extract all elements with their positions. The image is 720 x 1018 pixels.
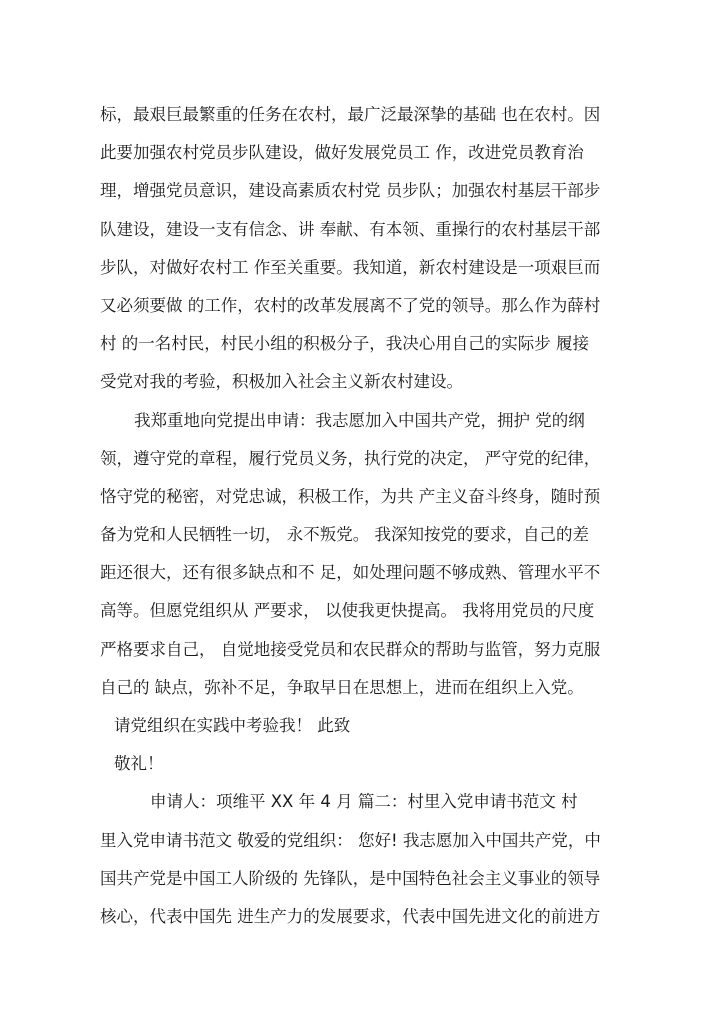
text-line: 严格要求自己， 自觉地接受党员和农民群众的帮助与监管，努力克服 xyxy=(100,639,601,659)
text-line: 步队，对做好农村工 作至关重要。我知道，新农村建设是一项艰巨而 xyxy=(100,257,601,277)
text-line: 高等。但愿党组织从 严要求， 以使我更快提高。 我将用党员的尺度 xyxy=(100,601,595,621)
salutation-line: 敬礼！ xyxy=(114,754,164,774)
text-line: 理，增强党员意识，建设高素质农村党 员步队；加强农村基层干部步 xyxy=(100,181,601,201)
text-line: 备为党和人民牺牲一切， 永不叛党。 我深知按党的要求，自己的差 xyxy=(100,525,589,545)
body-text xyxy=(100,96,620,936)
text-line: 自己的 缺点，弥补不足，争取早日在思想上，进而在组织上入党。 xyxy=(100,677,584,697)
text-line: 国共产党是中国工人阶级的 先锋队，是中国特色社会主义事业的领导 xyxy=(100,868,601,888)
text-line: 村 的一名村民，村民小组的积极分子，我决心用自己的实际步 履接 xyxy=(100,334,589,354)
text-line: 受党对我的考验，积极加入社会主义新农村建设。 xyxy=(100,372,463,392)
closing-line: 请党组织在实践中考验我！ 此致 xyxy=(114,716,351,735)
text-line: 距还很大，还有很多缺点和不 足，如处理问题不够成熟、管理水平不 xyxy=(100,563,601,583)
text-line: 领，遵守党的章程，履行党员义务，执行党的决定， 严守党的纪律， xyxy=(100,448,601,468)
text-line: 恪守党的秘密，对党忠诚，积极工作，为共 产主义奋斗终身，随时预 xyxy=(100,486,601,506)
text-line: 队建设，建设一支有信念、讲 奉献、有本领、重操行的农村基层干部 xyxy=(100,219,601,239)
text-line: 标，最艰巨最繁重的任务在农村，最广泛最深挚的基础 也在农村。因 xyxy=(100,105,601,124)
text-line: 核心，代表中国先 进生产力的发展要求，代表中国先进文化的前进方 xyxy=(100,906,601,926)
paragraph-start-line: 我郑重地向党提出申请：我志愿加入中国共产党，拥护 党的纲 xyxy=(134,410,585,430)
text-line: 又必须要做 的工作，农村的改革发展离不了党的领导。那么作为薛村 xyxy=(100,295,601,315)
text-line: 此要加强农村党员步队建设，做好发展党员工 作，改进党员教育治 xyxy=(100,143,584,163)
text-line: 里入党申请书范文 敬爱的党组织： 您好! 我志愿加入中国共产党，中 xyxy=(100,830,601,850)
applicant-line: 申请人：项维平 XX 年 4 月 篇二：村里入党申请书范文 村 xyxy=(150,792,578,812)
